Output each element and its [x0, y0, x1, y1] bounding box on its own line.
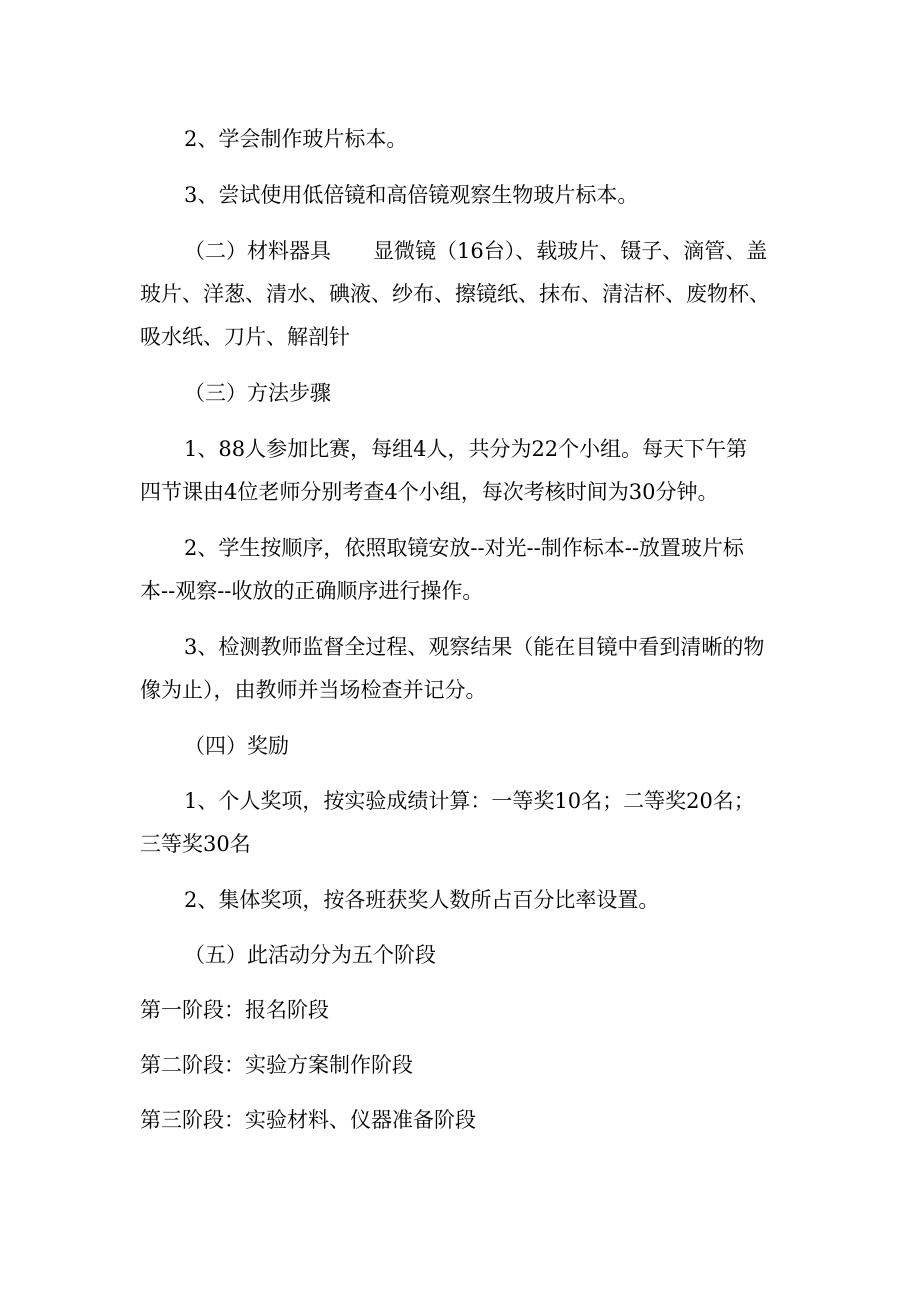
method-step-1 [140, 428, 834, 514]
text-line: （四）奖励 [184, 734, 289, 758]
text-line: 1、个人奖项，按实验成绩计算：一等奖10名；二等奖20名； [184, 789, 755, 813]
text-line: 三等奖30名 [140, 832, 251, 856]
method-step-3 [140, 626, 834, 712]
reward-individual [140, 780, 834, 866]
stage-3 [140, 1099, 790, 1142]
text-line: （三）方法步骤 [184, 381, 331, 405]
text-line: 3、尝试使用低倍镜和高倍镜观察生物玻片标本。 [184, 183, 639, 207]
text-line: 本--观察--收放的正确顺序进行操作。 [140, 579, 484, 603]
rewards-heading [140, 725, 834, 768]
text-line: 第二阶段：实验方案制作阶段 [140, 1053, 413, 1077]
stage-2 [140, 1044, 790, 1087]
text-line: 第一阶段：报名阶段 [140, 998, 329, 1022]
text-line: （五）此活动分为五个阶段 [184, 943, 436, 967]
objective-2 [140, 118, 834, 161]
text-line: （二）材料器具 显微镜（16台）、载玻片、镊子、滴管、盖 [184, 239, 768, 263]
reward-collective [140, 879, 834, 922]
stages-heading [140, 934, 834, 977]
objective-3 [140, 174, 834, 217]
text-line: 玻片、洋葱、清水、碘液、纱布、擦镜纸、抹布、清洁杯、废物杯、 [140, 282, 770, 306]
text-line: 像为止），由教师并当场检查并记分。 [140, 678, 487, 702]
method-step-2 [140, 527, 834, 613]
methods-heading [140, 372, 834, 415]
text-line: 四节课由4位老师分别考查4个小组，每次考核时间为30分钟。 [140, 480, 719, 504]
text-line: 吸水纸、刀片、解剖针 [140, 325, 350, 349]
text-line: 第三阶段：实验材料、仪器准备阶段 [140, 1108, 476, 1132]
materials-section [140, 230, 834, 359]
text-line: 3、检测教师监督全过程、观察结果（能在目镜中看到清晰的物 [184, 635, 765, 659]
text-line: 2、学生按顺序，依照取镜安放--对光--制作标本--放置玻片标 [184, 536, 744, 560]
stage-1 [140, 989, 790, 1032]
text-line: 2、集体奖项，按各班获奖人数所占百分比率设置。 [184, 888, 660, 912]
text-line: 2、学会制作玻片标本。 [184, 127, 408, 151]
text-line: 1、88人参加比赛，每组4人，共分为22个小组。每天下午第 [184, 437, 748, 461]
